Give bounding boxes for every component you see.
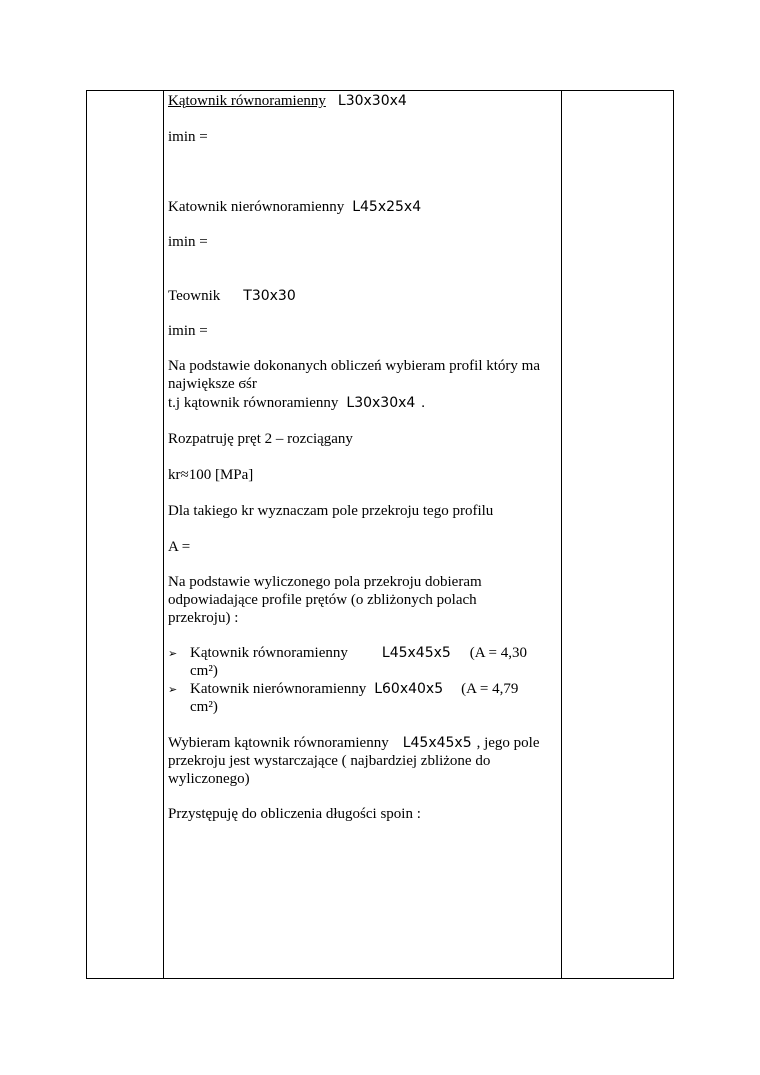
- tee-label: Teownik: [168, 288, 221, 304]
- bullet-2-unit: cm²): [190, 699, 218, 715]
- bullet-arrow-icon: ➢: [168, 683, 178, 696]
- bullet-arrow-icon: ➢: [168, 647, 178, 660]
- bullet-2-area: (A = 4,79: [461, 681, 519, 697]
- area-formula: A =: [168, 539, 191, 555]
- section-equal-angle: [168, 92, 407, 110]
- imin-1: imin =: [168, 129, 208, 145]
- selection-suffix: , jego pole: [476, 735, 540, 751]
- equal-angle-profile: L30x30x4: [337, 93, 407, 109]
- conclusion-profile: L30x30x4: [346, 395, 416, 411]
- unequal-angle-profile: L45x25x4: [352, 199, 422, 215]
- bullet-2-profile: L60x40x5: [374, 681, 444, 697]
- conclusion-line-2: największe ϭśr: [168, 376, 257, 392]
- conclusion-prefix: t.j kątownik równoramienny: [168, 395, 339, 411]
- area-intro: Dla takiego kr wyznaczam pole przekroju tego profilu: [168, 503, 494, 519]
- conclusion-line-1: Na podstawie dokonanych obliczeń wybieram profil który ma: [168, 358, 540, 374]
- tee-profile: T30x30: [243, 288, 296, 304]
- bullet-1-unit: cm²): [190, 663, 218, 679]
- selection-prefix: Wybieram kątownik równoramienny: [168, 735, 389, 751]
- table-column-divider-left: [163, 91, 164, 978]
- imin-2: imin =: [168, 234, 208, 250]
- conclusion-suffix: .: [421, 395, 426, 411]
- bullet-1-area: (A = 4,30: [469, 645, 528, 661]
- bullet-2-label: Katownik nierównoramienny: [190, 681, 367, 697]
- equal-angle-label: Kątownik równoramienny: [168, 93, 326, 109]
- selection-line-1: [168, 734, 540, 752]
- profile-selection-line-1: Na podstawie wyliczonego pola przekroju dobieram: [168, 574, 482, 590]
- table-column-divider-right: [561, 91, 562, 978]
- unequal-angle-label: Katownik nierównoramienny: [168, 199, 345, 215]
- selection-profile: L45x45x5: [402, 735, 472, 751]
- selection-line-3: wyliczonego): [168, 771, 250, 787]
- bullet-1-label: Kątownik równoramienny: [190, 645, 348, 661]
- profile-selection-line-2: odpowiadające profile prętów (o zbliżonych polach: [168, 592, 477, 608]
- rod-2-heading: Rozpatruję pręt 2 – rozciągany: [168, 431, 353, 447]
- weld-calculation-intro: Przystępuję do obliczenia długości spoin :: [168, 806, 421, 822]
- kr-value: kr≈100 [MPa]: [168, 467, 254, 483]
- profile-selection-line-3: przekroju) :: [168, 610, 239, 626]
- document-table: [86, 90, 674, 979]
- section-tee: [168, 287, 296, 305]
- bullet-1-profile: L45x45x5: [381, 645, 451, 661]
- imin-3: imin =: [168, 323, 208, 339]
- selection-line-2: przekroju jest wystarczające ( najbardziej zbliżone do: [168, 753, 491, 769]
- conclusion-line-3: [168, 394, 425, 412]
- section-unequal-angle: [168, 198, 421, 216]
